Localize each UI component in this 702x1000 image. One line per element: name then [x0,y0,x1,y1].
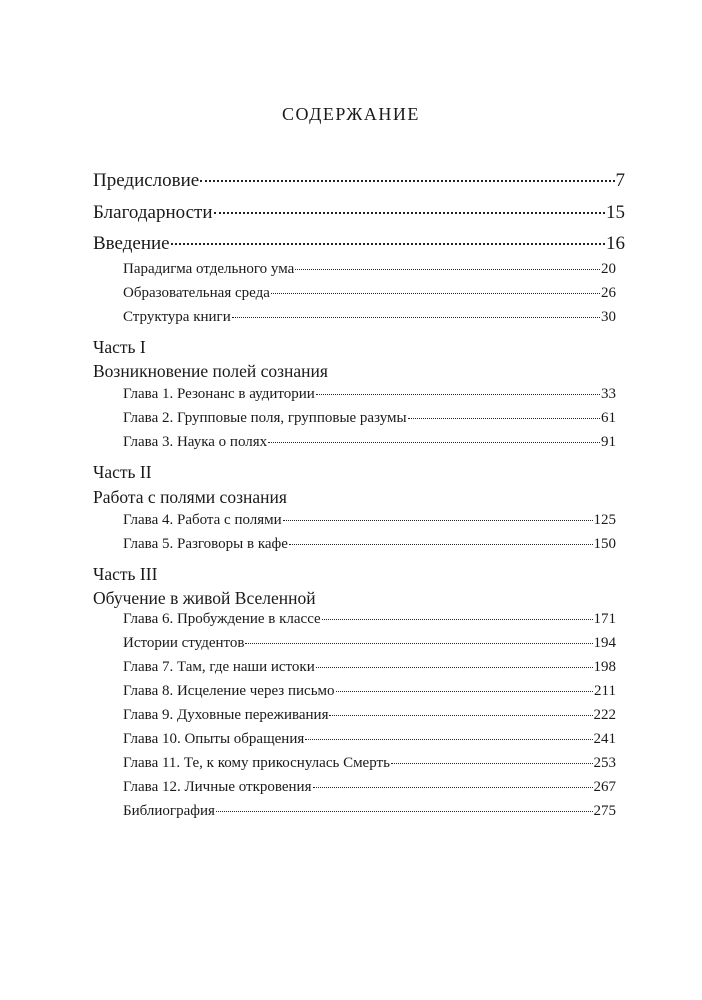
toc-entry-label: Глава 2. Групповые поля, групповые разумы [123,410,407,426]
toc-chapter-entry[interactable] [123,731,616,748]
toc-chapter-entry[interactable] [123,659,616,676]
toc-chapter-entry[interactable] [123,434,616,451]
dot-leader [336,691,594,692]
toc-entry-label: Глава 9. Духовные переживания [123,707,329,723]
toc-entry-page: 125 [593,512,616,528]
toc-entry-label: Глава 10. Опыты обращения [123,731,305,747]
dot-leader [305,739,592,740]
toc-entry-label: Глава 11. Те, к кому прикоснулась Смерть [123,755,390,771]
dot-leader [322,619,593,620]
dot-leader [232,317,600,318]
part-title: Обучение в живой Вселенной [93,588,316,608]
part-heading: Часть II [93,462,152,482]
toc-chapter-entry[interactable] [123,512,616,529]
toc-entry-preface[interactable] [93,170,625,192]
dot-leader [245,643,592,644]
dot-leader [171,243,605,245]
toc-entry-label: Образовательная среда [123,285,270,301]
toc-chapter-entry[interactable] [123,410,616,427]
toc-entry-page: 241 [593,731,616,747]
toc-entry-label: Глава 8. Исцеление через письмо [123,683,335,699]
toc-entry-page: 198 [593,659,616,675]
dot-leader [268,442,600,443]
dot-leader [316,667,593,668]
toc-entry-page: 15 [606,202,625,223]
toc-entry-page: 275 [593,803,616,819]
toc-chapter-entry[interactable] [123,683,616,700]
toc-entry-page: 91 [601,434,616,450]
toc-chapter-entry[interactable] [123,635,616,652]
toc-entry-label: Глава 6. Пробуждение в классе [123,611,321,627]
dot-leader [295,269,600,270]
toc-entry-page: 16 [606,233,625,254]
toc-entry-label: Структура книги [123,309,231,325]
toc-subentry[interactable] [123,261,616,278]
dot-leader [391,763,593,764]
toc-entry-label: Предисловие [93,170,200,191]
toc-entry-label: Глава 1. Резонанс в аудитории [123,386,315,402]
toc-entry-page: 253 [593,755,616,771]
part-title: Возникновение полей сознания [93,361,328,381]
dot-leader [271,293,600,294]
toc-chapter-entry[interactable] [123,386,616,403]
toc-entry-page: 211 [594,683,616,699]
toc-entry-page: 33 [601,386,616,402]
toc-entry-page: 26 [601,285,616,301]
dot-leader [214,212,606,214]
toc-entry-label: Глава 5. Разговоры в кафе [123,536,288,552]
dot-leader [216,811,593,812]
toc-entry-bibliography[interactable] [123,803,616,820]
toc-entry-page: 30 [601,309,616,325]
toc-entry-page: 194 [593,635,616,651]
toc-subentry[interactable] [123,309,616,326]
toc-chapter-entry[interactable] [123,707,616,724]
toc-entry-label: Глава 7. Там, где наши истоки [123,659,315,675]
dot-leader [289,544,593,545]
dot-leader [329,715,592,716]
toc-entry-label: Глава 4. Работа с полями [123,512,282,528]
part-title: Работа с полями сознания [93,487,287,507]
toc-entry-label: Парадигма отдельного ума [123,261,295,277]
toc-entry-introduction[interactable] [93,233,625,255]
toc-chapter-entry[interactable] [123,779,616,796]
toc-entry-page: 267 [593,779,616,795]
toc-subentry[interactable] [123,285,616,302]
toc-entry-label: Благодарности [93,202,213,223]
dot-leader [200,180,614,182]
toc-entry-acknowledgements[interactable] [93,202,625,224]
page-title: СОДЕРЖАНИЕ [282,104,420,124]
toc-entry-page: 222 [593,707,616,723]
toc-entry-label: Библиография [123,803,215,819]
toc-entry-page: 171 [593,611,616,627]
toc-entry-label: Глава 12. Личные откровения [123,779,312,795]
part-heading: Часть III [93,564,158,584]
toc-entry-label: Глава 3. Наука о полях [123,434,268,450]
toc-entry-label: Введение [93,233,170,254]
dot-leader [283,520,593,521]
toc-entry-label: Истории студентов [123,635,245,651]
toc-chapter-entry[interactable] [123,536,616,553]
dot-leader [408,418,600,419]
toc-entry-page: 7 [615,170,625,191]
dot-leader [313,787,593,788]
part-heading: Часть I [93,337,146,357]
toc-entry-page: 150 [593,536,616,552]
toc-chapter-entry[interactable] [123,755,616,772]
toc-entry-page: 20 [601,261,616,277]
dot-leader [316,394,600,395]
toc-chapter-entry[interactable] [123,611,616,628]
toc-entry-page: 61 [601,410,616,426]
